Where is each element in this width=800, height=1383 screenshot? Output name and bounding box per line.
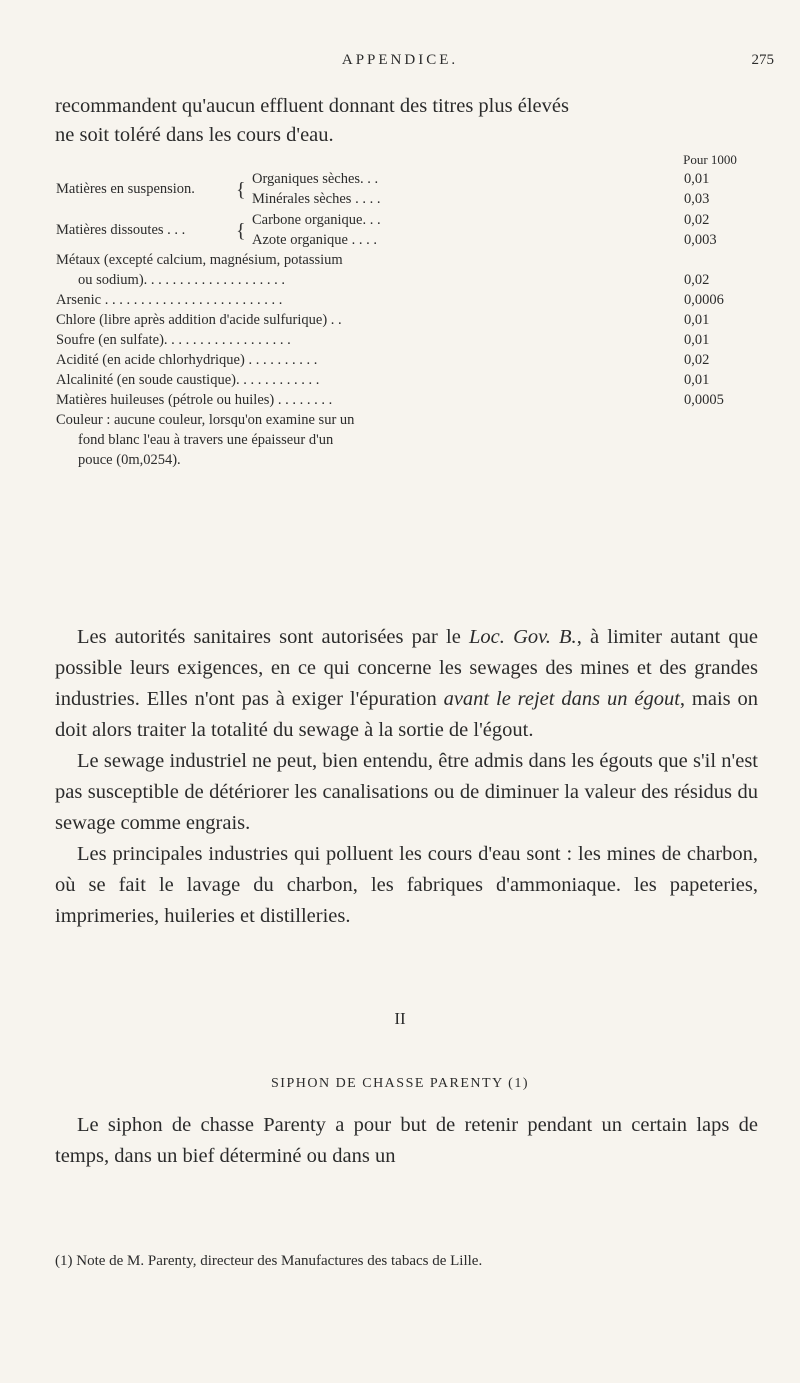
page-number: 275 xyxy=(751,52,774,68)
intro-line-1: recommandent qu'aucun effluent donnant des titres plus élevés xyxy=(55,95,569,117)
table-row xyxy=(56,391,746,411)
italic-span: avant le rejet dans un égout xyxy=(443,688,680,710)
table-row xyxy=(56,231,746,251)
table-row xyxy=(56,331,746,351)
column-header: Pour 1000 xyxy=(683,152,737,167)
row-value: 0,02 xyxy=(684,352,710,368)
row-value: 0,0006 xyxy=(684,292,724,308)
row-label: Alcalinité (en soude caustique). . . . . . . . . . . . xyxy=(56,372,320,388)
section-number: II xyxy=(394,1009,406,1028)
running-title: APPENDICE. xyxy=(341,52,459,68)
table-row xyxy=(56,271,746,291)
row-value: 0,0005 xyxy=(684,392,724,408)
intro-paragraph xyxy=(55,92,755,150)
table-row xyxy=(56,411,746,431)
row-value: 0,01 xyxy=(684,332,710,348)
table-row xyxy=(56,190,746,210)
footnote: (1) Note de M. Parenty, directeur des Manufactures des tabacs de Lille. xyxy=(55,1253,483,1269)
group-label-suspension: Matières en suspension. xyxy=(56,181,195,197)
paragraph: Le sewage industriel ne peut, bien entendu, être admis dans les égouts que s'il n'est pas susceptible de détériorer les canalisations ou de diminuer la valeur des résidus du sewage comme engrais. xyxy=(55,750,758,834)
row-value: 0,01 xyxy=(684,171,710,187)
text-span: Les autorités sanitaires sont autorisées par le xyxy=(77,626,470,648)
row-value: 0,01 xyxy=(684,312,710,328)
row-label: pouce (0m,0254). xyxy=(78,452,181,468)
row-label: Acidité (en acide chlorhydrique) . . . . . . . . . . xyxy=(56,352,318,368)
text-span: , à limiter autant que possible leurs exigences, en ce qui concerne les sewages des mines et des grandes industries. Elles n'ont pas à exiger l'épuration xyxy=(55,626,758,710)
table-row xyxy=(56,291,746,311)
table-row xyxy=(56,451,746,471)
table-row xyxy=(56,311,746,331)
paragraph xyxy=(55,622,758,746)
row-value: 0,03 xyxy=(684,191,710,207)
intro-line-2: ne soit toléré dans les cours d'eau. xyxy=(55,124,334,146)
row-value: 0,02 xyxy=(684,272,710,288)
row-value: 0,02 xyxy=(684,212,710,228)
italic-span: Loc. Gov. B. xyxy=(469,626,577,648)
body-text xyxy=(55,622,758,932)
section-text xyxy=(55,1110,758,1172)
paragraph: Le siphon de chasse Parenty a pour but de retenir pendant un certain laps de temps, dans un bief déterminé ou dans un xyxy=(55,1114,758,1167)
row-label: Arsenic . . . . . . . . . . . . . . . . . . . . . . . . . xyxy=(56,292,283,308)
row-value: 0,003 xyxy=(684,232,717,248)
row-label: ou sodium). . . . . . . . . . . . . . . . . . . . xyxy=(78,272,286,288)
row-label: Chlore (libre après addition d'acide sulfurique) . . xyxy=(56,312,342,328)
row-label: Couleur : aucune couleur, lorsqu'on examine sur un xyxy=(56,412,355,428)
text-span: , mais on doit alors traiter la totalité du sewage à la sortie de l'égout. xyxy=(55,688,758,741)
row-label: fond blanc l'eau à travers une épaisseur d'un xyxy=(78,432,334,448)
row-label: Matières huileuses (pétrole ou huiles) . . . . . . . . xyxy=(56,392,333,408)
table-row xyxy=(56,251,746,271)
row-label: Minérales sèches . . . . xyxy=(252,191,381,207)
brace-icon: { xyxy=(236,179,246,201)
table-row xyxy=(56,351,746,371)
row-value: 0,01 xyxy=(684,372,710,388)
page-header xyxy=(0,52,800,76)
table-row xyxy=(56,371,746,391)
section-title: SIPHON DE CHASSE PARENTY (1) xyxy=(271,1076,529,1091)
row-label: Soufre (en sulfate). . . . . . . . . . . . . . . . . . xyxy=(56,332,291,348)
row-label: Azote organique . . . . xyxy=(252,232,377,248)
row-label: Carbone organique. . . xyxy=(252,212,381,228)
brace-icon: { xyxy=(236,220,246,242)
paragraph: Les principales industries qui polluent les cours d'eau sont : les mines de charbon, où se fait le lavage du charbon, les fabriques d'ammoniaque. les papeteries, imprimeries, huileries et distilleries. xyxy=(55,843,758,927)
table-row xyxy=(56,431,746,451)
row-label: Métaux (excepté calcium, magnésium, potassium xyxy=(56,252,343,268)
row-label: Organiques sèches. . . xyxy=(252,171,379,187)
group-label-dissolved: Matières dissoutes . . . xyxy=(56,222,186,238)
